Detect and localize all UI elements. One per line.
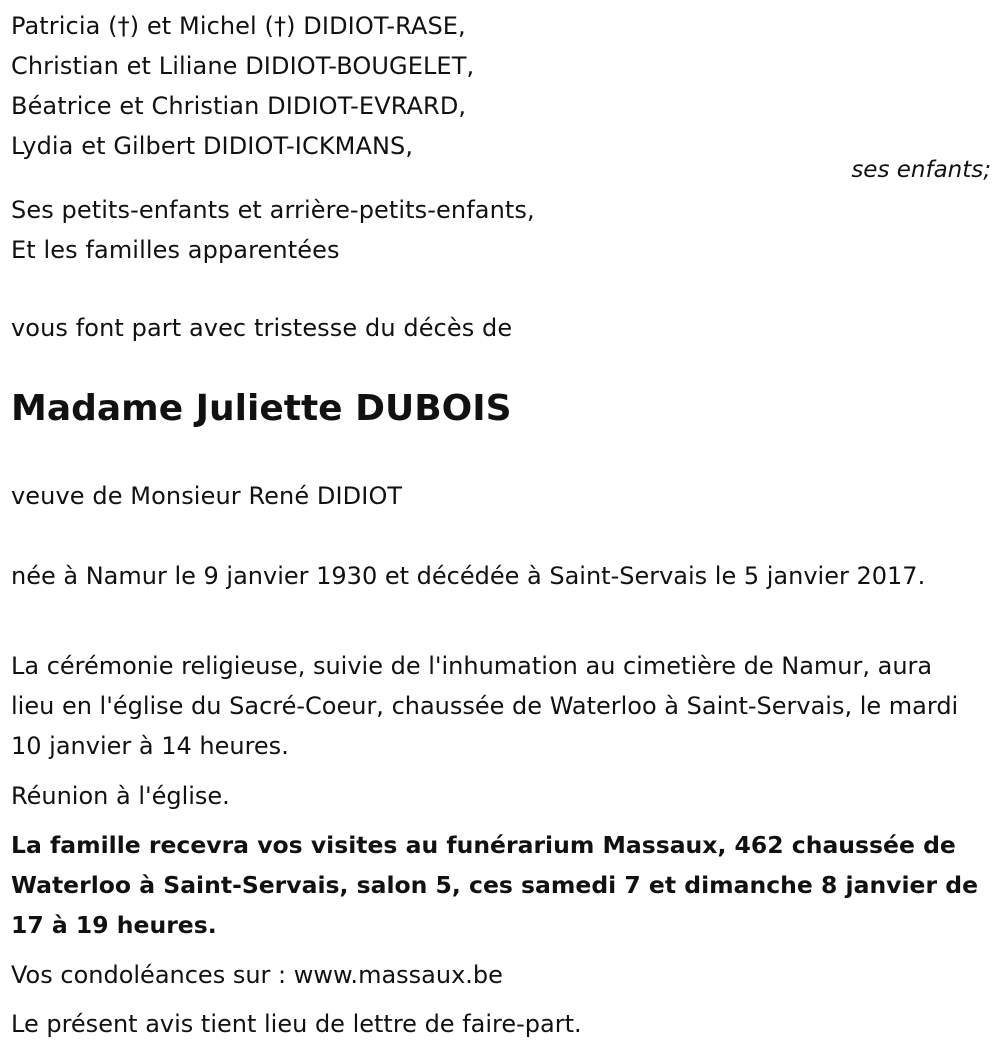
announcement-text: vous font part avec tristesse du décès de xyxy=(11,314,513,342)
meeting-paragraph: Réunion à l'église. xyxy=(11,782,230,810)
children-label: ses enfants; xyxy=(851,157,991,183)
child-line: Christian et Liliane DIDIOT-BOUGELET, xyxy=(11,52,475,80)
child-line: Lydia et Gilbert DIDIOT-ICKMANS, xyxy=(11,132,414,160)
child-line: Patricia (†) et Michel (†) DIDIOT-RASE, xyxy=(11,12,466,40)
condolences-paragraph: Vos condoléances sur : www.massaux.be xyxy=(11,961,503,989)
family-line: Et les familles apparentées xyxy=(11,236,340,264)
children-list xyxy=(11,6,474,166)
family-list xyxy=(11,190,535,270)
child-line: Béatrice et Christian DIDIOT-EVRARD, xyxy=(11,92,467,120)
family-line: Ses petits-enfants et arrière-petits-enfants, xyxy=(11,196,535,224)
widow-of-text: veuve de Monsieur René DIDIOT xyxy=(11,482,403,510)
deceased-name: Madame Juliette DUBOIS xyxy=(11,388,512,429)
ceremony-paragraph: La cérémonie religieuse, suivie de l'inhumation au cimetière de Namur, aura lieu en l'église du Sacré-Coeur, chaussée de Waterloo à Saint-Servais, le mardi 10 janvier à 14 heures. xyxy=(11,652,959,760)
visits-paragraph: La famille recevra vos visites au funérarium Massaux, 462 chaussée de Waterloo à Saint-Servais, salon 5, ces samedi 7 et dimanche 8 janvier de 17 à 19 heures. xyxy=(11,831,979,939)
birth-death-paragraph: née à Namur le 9 janvier 1930 et décédée à Saint-Servais le 5 janvier 2017. xyxy=(11,562,926,590)
notice-paragraph: Le présent avis tient lieu de lettre de faire-part. xyxy=(11,1010,582,1038)
